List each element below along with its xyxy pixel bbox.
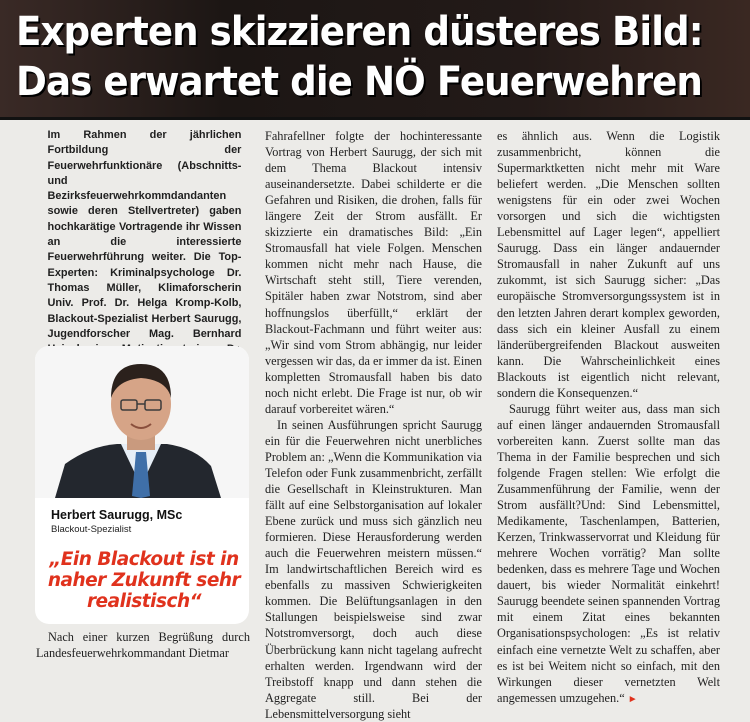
column-3-paragraph-1: es ähnlich aus. Wenn die Logistik zusammenbricht, können die Supermarktketten nicht mehr mit Ware beliefert werden. „Die Menschen sollten wenigstens für ein oder zwei Wochen vorsorgen und sich die wichtigsten Lebensmittel auf Lager legen“, appelliert Saurugg. Dass ein länger andauernder Stromausfall in naher Zukunft auf uns zukommt, ist sich Saurugg sicher: „Das europäische Stromversorgungssystem ist in den letzten Jahren derart komplex geworden, dass sich ein kleiner Ausfall zu einem länderübergreifenden Blackout ausweiten kann. Die Wahrscheinlichkeit eines Blackouts ist eigentlich nicht relevant, sondern die Konsequenzen.“ [497, 129, 720, 400]
expert-role: Blackout-Spezialist [51, 524, 132, 535]
pull-quote: „Ein Blackout ist in naher Zukunft sehr realistisch“ [47, 549, 241, 612]
lead-paragraph: Im Rahmen der jährlichen Fortbildung der Feuerwehrfunktionäre (Abschnitts- und Bezirksfeuerwehrkommdandanten sowie deren Stellvertreter) gaben hochkarätige Vortragende ihr Wissen an die interessierte Feuerwehrführung weiter. Die Top-Experten: Kriminalpsychologe Dr. Thomas Müller, Klimaforscherin Univ. Prof. Dr. Helga Kromp-Kolb, Blackout-Spezialist Herbert Saurugg, Jugendforscher Mag. Bernhard [47, 129, 242, 340]
headline-banner [0, 0, 750, 120]
column-3 [497, 128, 720, 708]
column-2-paragraph-1: Fahrafellner folgte der hochinteressante Vortrag von Herbert Saurugg, der sich mit dem Thema Blackout intensiv auseinandersetzte. Dabei schilderte er die Gefahren und Risiken, die drohen, falls für längere Zeit der Strom ausfällt. Er skizzierte ein dramatisches Bild: „Ein Stromausfall hat viele Folgen. Menschen kommen nicht mehr nach Hause, die Wirtschaft steht still, Tiere verenden, Spitäler haben zwar Notstrom, sind aber hoffnungslos überfüllt,“ erklärt der Blackout-Fachmann und führt weiter aus: „Wir sind vom Strom abhängig, nur leider vergessen wir das, da er immer da ist. Einen kompletten Stromausfall haben bis dato noch nicht erlebt. Die Frage ist nur, ob wir darauf vorbereitet wären.“ [265, 129, 482, 416]
column-3-paragraph-2-text: Saurugg führt weiter aus, dass man sich auf einen länger andauernden Stromausfall vorbereiten kann. Zuerst sollte man das Thema in der Familie besprechen und sich folgende Fragen stellen: Wie erfolgt die Zusammenführung der Familie, wenn der Strom ausfällt?Und: Sind Lebensmittel, Medikamente, Taschenlampen, Batterien, Kerzen, Trinkwasservorrat und Kleidung für mehrere Wochen vorrätig? Man sollte bedenken, dass es mehrere Tage und Wochen dauert, bis wieder Normalität einkehrt! Saurugg beendete seinen spannenden Vortrag mit einem Zitat eines bekannten Organisationspsychologen: „Es ist relativ einfach eine vernetzte Welt zu schaffen, aber es ist bei Weitem nicht so einfach, mit den Wirkungen dieser vernetzten Welt angemessen umzugehen.“ [497, 401, 720, 705]
expert-name: Herbert Saurugg, MSc [51, 508, 183, 522]
column-3-paragraph-2 [497, 401, 720, 708]
expert-card [35, 346, 249, 624]
column-1-bottom-text: Nach einer kurzen Begrüßung durch Landesfeuerwehrkommandant Dietmar [36, 630, 250, 661]
column-2 [265, 128, 482, 722]
end-marker-icon: ► [627, 693, 638, 705]
column-2-paragraph-2: In seinen Ausführungen spricht Saurugg ein für die Feuerwehren nicht unerbliches Problem an: „Wenn die Kommunikation via Telefon oder Funk zusammenbricht, zerfällt die Gesellschaft in Kleinstrukturen. Man fällt auf eine Selbstorganisation auf lokaler Ebene zurück und muss sich gänzlich neu formieren. Diese Herausforderung werden auch die Feuerwehren meistern müssen.“ Im landwirtschaftlichen Bereich wird es ebenfalls zu massiven Schwierigkeiten kommen. Die Belüftungsanlagen in den Stallungen beispielsweise sind zwar Notstromversorgt, doch auch diese Überbrückung kann nicht tagelang aufrecht erhalten werden. Irgendwann wird der Treibstoff knapp und dann stehen die Aggregate still. Bei der Lebensmittelversorgung sieht [265, 417, 482, 721]
column-1-bottom [36, 629, 250, 661]
headline-line-1: Experten skizzieren düsteres Bild: [16, 9, 703, 55]
portrait-photo [35, 346, 249, 498]
headline-line-2: Das erwartet die NÖ Feuerwehren [16, 59, 702, 105]
